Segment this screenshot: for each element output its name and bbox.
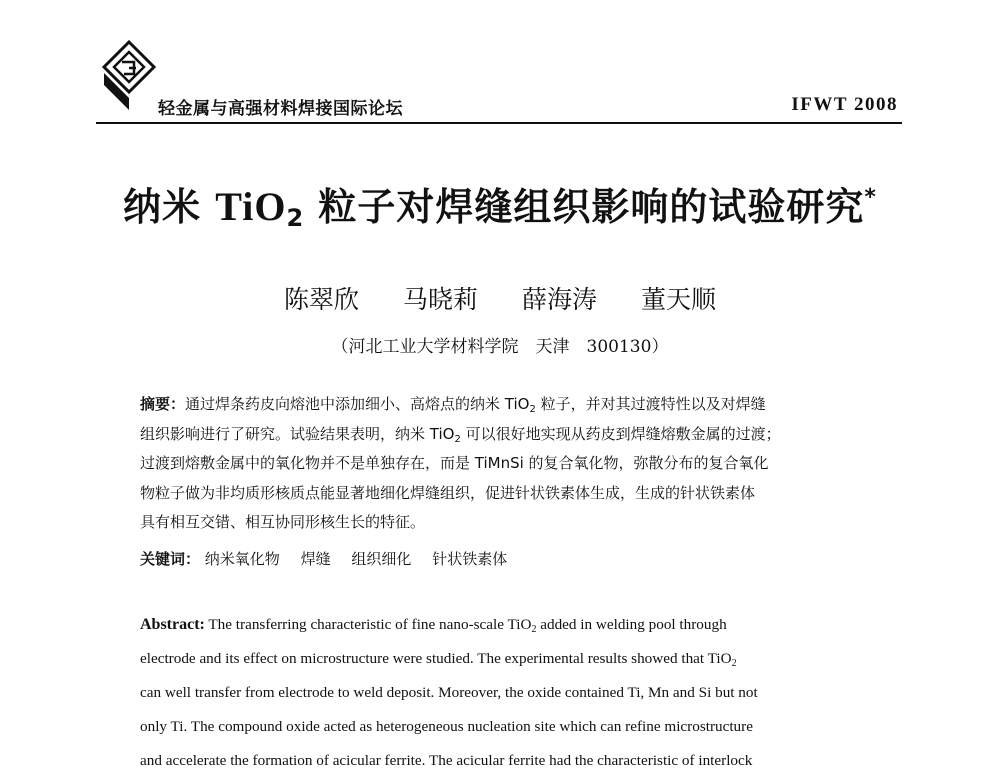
abstract-en-text: The transferring characteristic of fine nano-scale TiO <box>204 616 532 633</box>
author-name: 陈翠欣 <box>284 285 360 314</box>
keywords <box>140 548 523 569</box>
abstract-cn-text: 具有相互交错、相互协同形核生长的特征。 <box>140 513 426 531</box>
abstract-cn-text: 物粒子做为非均质形核质点能显著地细化焊缝组织，促进针状铁素体生成，生成的针状铁素体 <box>140 483 756 502</box>
conference-code: IFWT 2008 <box>791 94 898 115</box>
abstract-en-text: and accelerate the formation of acicular ferrite. The acicular ferrite had the characteristic of interlock <box>140 752 753 769</box>
title-part-2: 粒子对焊缝组织影响的试验研究 <box>304 185 865 229</box>
abstract-cn-line <box>140 508 860 538</box>
abstract-cn-line <box>140 479 860 509</box>
header-divider <box>96 122 902 124</box>
abstract-en-text: only Ti. The compound oxide acted as heterogeneous nucleation site which can refine microstructure <box>140 718 753 735</box>
conference-name: 轻金属与高强材料焊接国际论坛 <box>158 99 403 119</box>
keywords-label: 关键词： <box>140 550 201 568</box>
abstract-en-line <box>140 608 860 642</box>
keyword: 针状铁素体 <box>432 550 508 568</box>
abstract-cn-text: 通过焊条药皮向熔池中添加细小、高熔点的纳米 TiO <box>185 395 530 413</box>
keyword: 纳米氧化物 <box>204 550 280 568</box>
author-name: 薛海涛 <box>521 285 597 314</box>
abstract-cn-line <box>140 420 860 450</box>
abstract-en-text: added in welding pool through <box>536 616 727 633</box>
abstract-en-line <box>140 744 860 778</box>
abstract-en-subscript: 2 <box>731 658 737 669</box>
abstract-en-text: can well transfer from electrode to weld deposit. Moreover, the oxide contained Ti, Mn and Si but not <box>140 684 758 701</box>
author-name: 马晓莉 <box>403 285 479 314</box>
abstract-cn-text: 过渡到熔敷金属中的氧化物并不是单独存在，而是 TiMnSi 的复合氧化物，弥散分布的复合氧化 <box>140 454 769 472</box>
author-name: 董天顺 <box>640 285 716 314</box>
affiliation: （河北工业大学材料学院 天津 300130） <box>331 337 669 357</box>
conference-logo-icon <box>100 40 158 112</box>
abstract-en-line <box>140 676 860 710</box>
abstract-en-text: electrode and its effect on microstructure were studied. The experimental results showed that TiO <box>140 650 732 667</box>
abstract-chinese <box>140 390 860 538</box>
paper-title <box>0 176 1000 231</box>
author-list <box>0 280 1000 316</box>
keyword: 组织细化 <box>351 550 412 568</box>
abstract-cn-label: 摘要： <box>140 395 186 413</box>
title-formula-subscript: 2 <box>286 204 305 232</box>
abstract-english <box>140 608 860 778</box>
abstract-cn-line <box>140 390 860 420</box>
abstract-cn-line <box>140 449 860 479</box>
title-footnote-mark: * <box>864 185 877 210</box>
abstract-cn-text: 组织影响进行了研究。试验结果表明，纳米 TiO <box>140 424 455 443</box>
abstract-cn-subscript: 2 <box>454 433 461 445</box>
abstract-en-label: Abstract: <box>140 616 205 633</box>
abstract-cn-subscript: 2 <box>529 404 536 415</box>
abstract-cn-text: 可以很好地实现从药皮到焊缝熔敷金属的过渡； <box>460 424 781 443</box>
title-formula: TiO <box>215 184 287 229</box>
abstract-cn-text: 粒子，并对其过渡特性以及对焊缝 <box>535 395 766 413</box>
abstract-en-line <box>140 710 860 744</box>
abstract-en-subscript: 2 <box>531 624 537 635</box>
abstract-en-line <box>140 642 860 676</box>
keyword: 焊缝 <box>300 550 331 568</box>
title-part-1: 纳米 <box>123 185 216 229</box>
